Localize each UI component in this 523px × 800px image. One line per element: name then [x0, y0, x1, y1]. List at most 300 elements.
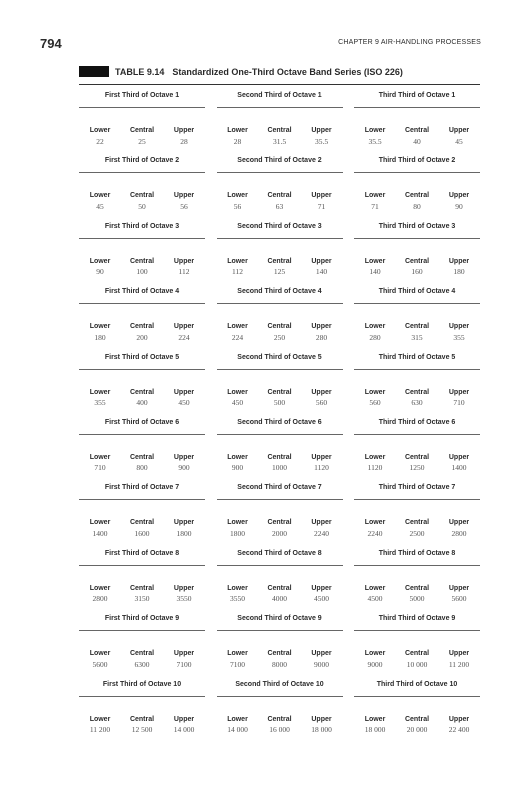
band-values — [354, 657, 480, 671]
central-value: 2000 — [272, 528, 287, 538]
first-third-column — [79, 216, 205, 281]
lower-label: Lower — [364, 519, 386, 527]
column-subheaders — [79, 380, 205, 396]
central-value: 250 — [273, 332, 286, 342]
column-subheaders — [79, 576, 205, 592]
upper-label: Upper — [173, 650, 195, 658]
upper-label: Upper — [173, 127, 195, 134]
upper-label: Upper — [311, 192, 332, 200]
third-third-column — [354, 85, 480, 150]
second-third-column — [217, 216, 343, 281]
column-subheaders — [354, 249, 480, 265]
table-marker-bar — [79, 66, 109, 77]
central-label: Central — [404, 453, 430, 461]
third-heading: First Third of Octave 7 — [79, 477, 205, 500]
octave-band-table — [79, 84, 480, 739]
central-value: 80 — [413, 201, 421, 211]
central-label: Central — [267, 388, 292, 396]
lower-value: 355 — [94, 398, 106, 408]
first-third-column — [79, 150, 205, 215]
upper-value: 1400 — [451, 463, 467, 473]
column-subheaders — [79, 641, 205, 657]
upper-value: 90 — [455, 201, 463, 211]
upper-label: Upper — [173, 323, 195, 331]
central-value: 31.5 — [272, 136, 287, 146]
central-value: 40 — [413, 136, 421, 146]
upper-value: 28 — [180, 136, 188, 146]
band-values — [217, 526, 343, 540]
band-values — [354, 396, 480, 410]
lower-label: Lower — [89, 584, 111, 592]
third-heading: Second Third of Octave 6 — [217, 412, 343, 435]
lower-label: Lower — [364, 127, 386, 134]
band-values — [79, 723, 205, 737]
lower-label: Lower — [364, 257, 386, 265]
column-subheaders — [354, 707, 480, 723]
third-heading: First Third of Octave 9 — [79, 608, 205, 631]
upper-label: Upper — [448, 257, 470, 265]
octave-row — [79, 150, 480, 215]
upper-value: 3550 — [176, 594, 192, 604]
lower-value: 900 — [231, 463, 244, 473]
central-label: Central — [404, 388, 430, 396]
column-subheaders — [79, 445, 205, 461]
band-values — [354, 461, 480, 475]
column-subheaders — [217, 641, 343, 657]
lower-label: Lower — [364, 192, 386, 200]
central-label: Central — [404, 650, 430, 658]
third-third-column — [354, 608, 480, 673]
column-subheaders — [217, 249, 343, 265]
octave-row — [79, 477, 480, 542]
lower-label: Lower — [89, 257, 111, 265]
column-subheaders — [217, 380, 343, 396]
table-title — [79, 66, 403, 77]
central-label: Central — [129, 323, 155, 331]
band-values — [354, 134, 480, 148]
third-third-column — [354, 216, 480, 281]
lower-label: Lower — [227, 453, 248, 461]
central-label: Central — [129, 127, 155, 134]
upper-value: 280 — [315, 332, 328, 342]
band-values — [217, 134, 343, 148]
lower-value: 18 000 — [364, 725, 386, 735]
lower-value: 224 — [231, 332, 244, 342]
upper-label: Upper — [173, 257, 195, 265]
lower-value: 2800 — [92, 594, 108, 604]
column-subheaders — [79, 510, 205, 526]
third-heading: Second Third of Octave 5 — [217, 347, 343, 370]
lower-value: 56 — [233, 201, 242, 211]
central-label: Central — [267, 519, 292, 527]
central-label: Central — [129, 257, 155, 265]
lower-value: 7100 — [230, 659, 245, 669]
upper-value: 5600 — [451, 594, 467, 604]
third-heading: Third Third of Octave 9 — [354, 608, 480, 631]
band-values — [79, 657, 205, 671]
upper-value: 11 200 — [448, 659, 470, 669]
lower-label: Lower — [227, 650, 248, 658]
lower-value: 450 — [231, 398, 244, 408]
lower-value: 14 000 — [227, 725, 248, 735]
band-values — [79, 134, 205, 148]
central-label: Central — [129, 388, 155, 396]
upper-label: Upper — [311, 519, 332, 527]
upper-value: 560 — [315, 398, 328, 408]
central-value: 3150 — [134, 594, 150, 604]
lower-value: 90 — [96, 267, 104, 277]
upper-label: Upper — [448, 715, 470, 723]
upper-label: Upper — [448, 192, 470, 200]
central-label: Central — [404, 257, 430, 265]
lower-value: 710 — [94, 463, 106, 473]
octave-row — [79, 347, 480, 412]
lower-label: Lower — [227, 192, 248, 200]
upper-value: 9000 — [314, 659, 329, 669]
column-subheaders — [217, 445, 343, 461]
octave-row — [79, 216, 480, 281]
lower-label: Lower — [364, 453, 386, 461]
central-value: 50 — [138, 201, 146, 211]
third-third-column — [354, 543, 480, 608]
lower-label: Lower — [364, 715, 386, 723]
central-label: Central — [129, 192, 155, 200]
band-values — [217, 592, 343, 606]
first-third-column — [79, 85, 205, 150]
column-subheaders — [79, 707, 205, 723]
column-subheaders — [79, 249, 205, 265]
third-heading: First Third of Octave 6 — [79, 412, 205, 435]
lower-value: 28 — [233, 136, 242, 146]
band-values — [354, 723, 480, 737]
central-value: 800 — [136, 463, 148, 473]
central-label: Central — [267, 650, 292, 658]
central-value: 8000 — [272, 659, 287, 669]
upper-label: Upper — [311, 388, 332, 396]
second-third-column — [217, 412, 343, 477]
upper-value: 2240 — [314, 528, 329, 538]
central-value: 6300 — [134, 659, 150, 669]
third-heading: Third Third of Octave 2 — [354, 150, 480, 173]
upper-label: Upper — [173, 388, 195, 396]
central-value: 125 — [273, 267, 286, 277]
band-values — [79, 199, 205, 213]
upper-label: Upper — [311, 715, 332, 723]
third-heading: Third Third of Octave 8 — [354, 543, 480, 566]
upper-label: Upper — [173, 584, 195, 592]
central-value: 63 — [275, 201, 284, 211]
upper-label: Upper — [311, 650, 332, 658]
upper-label: Upper — [448, 323, 470, 331]
lower-label: Lower — [227, 257, 248, 265]
second-third-column — [217, 477, 343, 542]
lower-label: Lower — [89, 715, 111, 723]
third-third-column — [354, 674, 480, 739]
column-subheaders — [354, 380, 480, 396]
lower-value: 1800 — [230, 528, 245, 538]
central-value: 630 — [411, 398, 423, 408]
upper-value: 450 — [178, 398, 190, 408]
column-subheaders — [217, 707, 343, 723]
second-third-column — [217, 281, 343, 346]
column-subheaders — [354, 118, 480, 134]
upper-label: Upper — [311, 127, 332, 134]
table-caption: Standardized One-Third Octave Band Series (ISO 226) — [172, 66, 403, 77]
third-heading: Third Third of Octave 6 — [354, 412, 480, 435]
lower-value: 112 — [232, 267, 243, 277]
central-value: 2500 — [409, 528, 425, 538]
third-heading: Third Third of Octave 5 — [354, 347, 480, 370]
upper-value: 18 000 — [311, 725, 332, 735]
lower-value: 560 — [369, 398, 381, 408]
upper-value: 14 000 — [173, 725, 195, 735]
first-third-column — [79, 347, 205, 412]
band-values — [217, 199, 343, 213]
central-label: Central — [129, 715, 155, 723]
lower-value: 1120 — [367, 463, 383, 473]
upper-value: 710 — [453, 398, 465, 408]
central-value: 16 000 — [269, 725, 290, 735]
second-third-column — [217, 543, 343, 608]
column-subheaders — [354, 445, 480, 461]
band-values — [79, 461, 205, 475]
central-label: Central — [129, 584, 155, 592]
lower-label: Lower — [227, 323, 248, 331]
central-value: 1600 — [134, 528, 150, 538]
lower-label: Lower — [89, 650, 111, 658]
band-values — [217, 657, 343, 671]
band-values — [354, 265, 480, 279]
third-heading: Third Third of Octave 3 — [354, 216, 480, 239]
central-value: 25 — [138, 136, 146, 146]
lower-value: 35.5 — [368, 136, 382, 146]
band-values — [354, 199, 480, 213]
third-heading: Third Third of Octave 1 — [354, 85, 480, 108]
third-heading: Third Third of Octave 10 — [354, 674, 480, 697]
lower-label: Lower — [89, 519, 111, 527]
central-value: 315 — [411, 332, 423, 342]
lower-label: Lower — [227, 388, 248, 396]
band-values — [79, 526, 205, 540]
third-heading: First Third of Octave 2 — [79, 150, 205, 173]
octave-row — [79, 608, 480, 673]
band-values — [79, 330, 205, 344]
upper-value: 900 — [178, 463, 190, 473]
third-heading: First Third of Octave 3 — [79, 216, 205, 239]
lower-value: 22 — [96, 136, 104, 146]
third-heading: Second Third of Octave 1 — [217, 85, 343, 108]
upper-label: Upper — [448, 127, 470, 134]
upper-value: 2800 — [451, 528, 467, 538]
lower-value: 140 — [369, 267, 381, 277]
lower-value: 71 — [371, 201, 379, 211]
second-third-column — [217, 608, 343, 673]
band-values — [79, 396, 205, 410]
central-label: Central — [267, 127, 292, 134]
third-third-column — [354, 347, 480, 412]
central-label: Central — [404, 519, 430, 527]
third-third-column — [354, 477, 480, 542]
third-heading: First Third of Octave 1 — [79, 85, 205, 108]
lower-label: Lower — [89, 453, 111, 461]
octave-row — [79, 281, 480, 346]
second-third-column — [217, 150, 343, 215]
octave-groups — [79, 85, 480, 739]
third-heading: Second Third of Octave 8 — [217, 543, 343, 566]
band-values — [217, 461, 343, 475]
lower-label: Lower — [89, 388, 111, 396]
lower-value: 3550 — [230, 594, 245, 604]
lower-label: Lower — [227, 715, 248, 723]
lower-value: 9000 — [367, 659, 383, 669]
first-third-column — [79, 477, 205, 542]
third-third-column — [354, 281, 480, 346]
column-subheaders — [354, 510, 480, 526]
central-label: Central — [404, 584, 430, 592]
upper-label: Upper — [448, 453, 470, 461]
upper-value: 71 — [317, 201, 326, 211]
upper-label: Upper — [448, 650, 470, 658]
lower-value: 5600 — [92, 659, 108, 669]
octave-row — [79, 412, 480, 477]
third-heading: First Third of Octave 5 — [79, 347, 205, 370]
third-heading: Third Third of Octave 4 — [354, 281, 480, 304]
upper-value: 140 — [315, 267, 328, 277]
upper-label: Upper — [311, 453, 332, 461]
upper-value: 45 — [455, 136, 463, 146]
first-third-column — [79, 281, 205, 346]
lower-value: 180 — [94, 332, 106, 342]
upper-label: Upper — [448, 388, 470, 396]
band-values — [354, 592, 480, 606]
upper-value: 7100 — [176, 659, 192, 669]
running-head: CHAPTER 9 AIR-HANDLING PROCESSES — [338, 39, 481, 46]
upper-label: Upper — [173, 192, 195, 200]
first-third-column — [79, 674, 205, 739]
band-values — [217, 265, 343, 279]
column-subheaders — [217, 576, 343, 592]
third-heading: Second Third of Octave 7 — [217, 477, 343, 500]
column-subheaders — [354, 576, 480, 592]
central-value: 20 000 — [406, 725, 428, 735]
central-value: 160 — [411, 267, 423, 277]
octave-row — [79, 674, 480, 739]
octave-row — [79, 85, 480, 150]
upper-value: 355 — [453, 332, 465, 342]
band-values — [79, 265, 205, 279]
upper-value: 56 — [180, 201, 188, 211]
central-label: Central — [129, 519, 155, 527]
third-heading: Second Third of Octave 9 — [217, 608, 343, 631]
lower-label: Lower — [227, 127, 248, 134]
first-third-column — [79, 412, 205, 477]
page-number: 794 — [40, 36, 62, 51]
second-third-column — [217, 85, 343, 150]
central-label: Central — [267, 257, 292, 265]
lower-label: Lower — [89, 192, 111, 200]
lower-value: 4500 — [367, 594, 383, 604]
third-heading: Third Third of Octave 7 — [354, 477, 480, 500]
central-value: 5000 — [409, 594, 425, 604]
third-heading: First Third of Octave 10 — [79, 674, 205, 697]
lower-value: 2240 — [367, 528, 383, 538]
central-value: 1000 — [272, 463, 287, 473]
lower-label: Lower — [89, 323, 111, 331]
central-label: Central — [267, 584, 292, 592]
column-subheaders — [79, 314, 205, 330]
central-value: 4000 — [272, 594, 287, 604]
band-values — [217, 723, 343, 737]
upper-label: Upper — [311, 323, 332, 331]
central-value: 200 — [136, 332, 148, 342]
third-third-column — [354, 150, 480, 215]
upper-label: Upper — [448, 519, 470, 527]
central-label: Central — [267, 715, 292, 723]
upper-label: Upper — [311, 584, 332, 592]
column-subheaders — [354, 641, 480, 657]
upper-value: 1800 — [176, 528, 192, 538]
lower-label: Lower — [364, 650, 386, 658]
central-label: Central — [267, 453, 292, 461]
upper-label: Upper — [311, 257, 332, 265]
upper-value: 1120 — [314, 463, 329, 473]
upper-value: 180 — [453, 267, 465, 277]
band-values — [79, 592, 205, 606]
second-third-column — [217, 674, 343, 739]
third-heading: Second Third of Octave 3 — [217, 216, 343, 239]
central-value: 1250 — [409, 463, 425, 473]
band-values — [217, 330, 343, 344]
lower-value: 45 — [96, 201, 104, 211]
central-label: Central — [129, 650, 155, 658]
first-third-column — [79, 608, 205, 673]
band-values — [354, 526, 480, 540]
upper-label: Upper — [173, 715, 195, 723]
table-label: TABLE 9.14 — [115, 66, 165, 77]
central-label: Central — [267, 192, 292, 200]
upper-value: 35.5 — [314, 136, 329, 146]
central-value: 10 000 — [406, 659, 428, 669]
upper-value: 224 — [178, 332, 190, 342]
central-label: Central — [404, 127, 430, 134]
upper-value: 22 400 — [448, 725, 470, 735]
central-value: 100 — [136, 267, 148, 277]
upper-label: Upper — [173, 453, 195, 461]
central-label: Central — [404, 323, 430, 331]
central-value: 500 — [273, 398, 286, 408]
column-subheaders — [79, 118, 205, 134]
third-third-column — [354, 412, 480, 477]
lower-label: Lower — [89, 127, 111, 134]
central-label: Central — [404, 192, 430, 200]
central-value: 12 500 — [131, 725, 153, 735]
third-heading: First Third of Octave 8 — [79, 543, 205, 566]
first-third-column — [79, 543, 205, 608]
lower-label: Lower — [227, 584, 248, 592]
column-subheaders — [354, 314, 480, 330]
third-heading: First Third of Octave 4 — [79, 281, 205, 304]
column-subheaders — [217, 510, 343, 526]
central-label: Central — [267, 323, 292, 331]
octave-row — [79, 543, 480, 608]
column-subheaders — [217, 314, 343, 330]
third-heading: Second Third of Octave 4 — [217, 281, 343, 304]
lower-value: 280 — [369, 332, 381, 342]
lower-value: 11 200 — [89, 725, 111, 735]
third-heading: Second Third of Octave 10 — [217, 674, 343, 697]
column-subheaders — [217, 118, 343, 134]
lower-label: Lower — [227, 519, 248, 527]
